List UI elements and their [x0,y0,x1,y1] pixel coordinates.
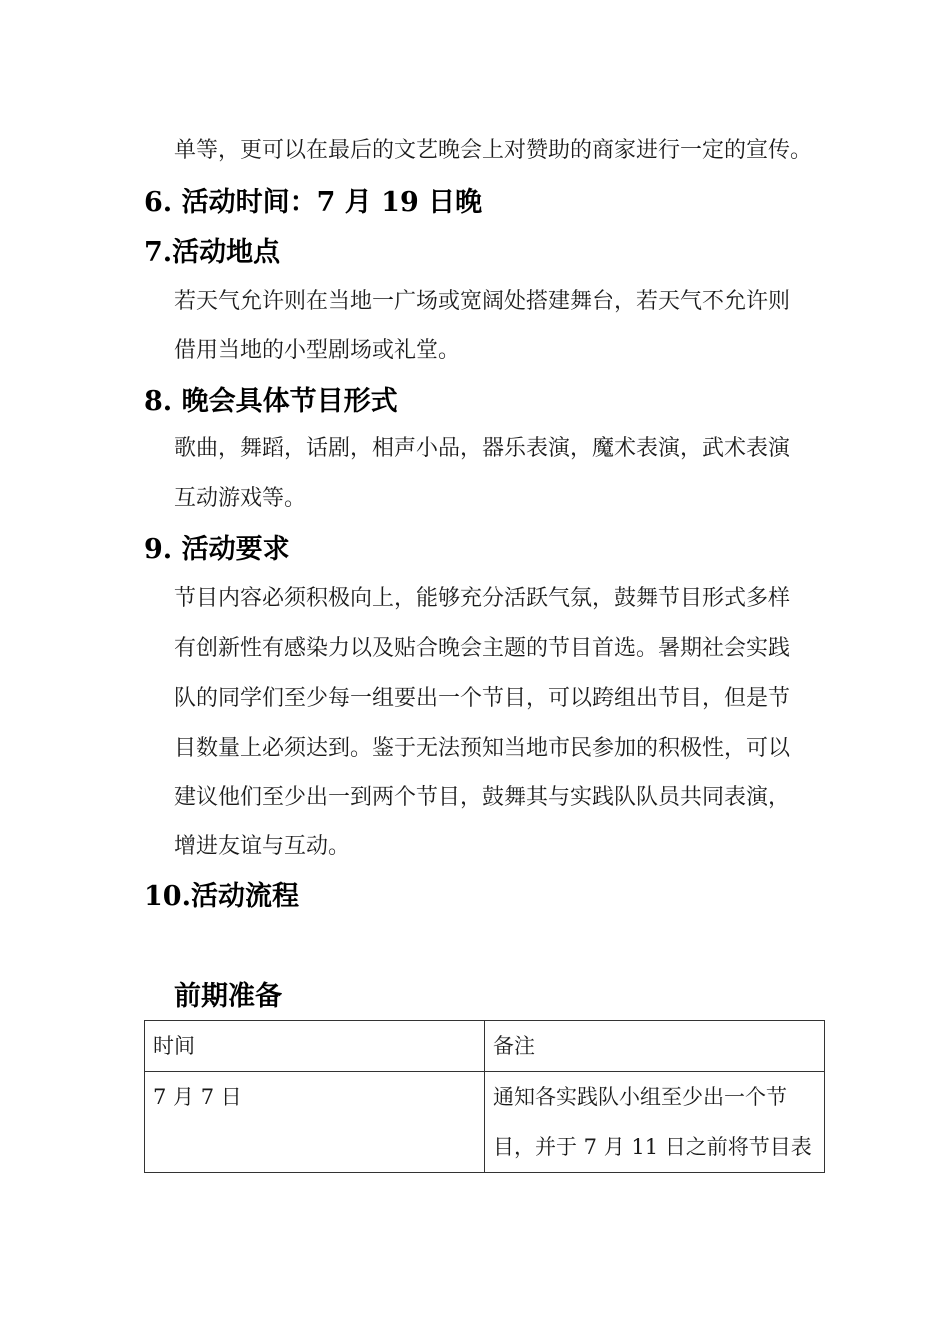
section-7-heading: 7.活动地点 [144,237,281,268]
cell-time: 7 月 7 日 [145,1072,485,1173]
intro-line: 单等，更可以在最后的文艺晚会上对赞助的商家进行一定的宣传。 [174,138,813,163]
header-note: 备注 [485,1021,825,1072]
section-10-heading: 10.活动流程 [144,881,299,912]
section-7-text-line: 借用当地的小型剧场或礼堂。 [174,338,461,363]
header-time: 时间 [145,1021,485,1072]
section-8-heading: 8. 晚会具体节目形式 [144,386,398,417]
section-8-text-line: 互动游戏等。 [174,486,307,511]
section-6-heading: 6. 活动时间：7 月 19 日晚 [144,187,483,218]
section-9-text-line: 目数量上必须达到。鉴于无法预知当地市民参加的积极性，可以 [174,736,791,761]
section-9-text-line: 节目内容必须积极向上，能够充分活跃气氛，鼓舞节目形式多样 [174,586,791,611]
section-9-text-line: 建议他们至少出一到两个节目，鼓舞其与实践队队员共同表演， [174,785,791,810]
section-7-text-line: 若天气允许则在当地一广场或宽阔处搭建舞台，若天气不允许则 [174,289,791,314]
section-9-heading: 9. 活动要求 [144,534,290,565]
section-9-text-line: 有创新性有感染力以及贴合晚会主题的节目首选。暑期社会实践 [174,636,791,661]
cell-note-line: 通知各实践队小组至少出一个节 [493,1085,787,1109]
prep-subheading: 前期准备 [174,981,282,1012]
section-9-text-line: 队的同学们至少每一组要出一个节目，可以跨组出节目，但是节 [174,686,791,711]
cell-note-line: 目，并于 7 月 11 日之前将节目表 [493,1135,812,1159]
section-9-text-line: 增进友谊与互动。 [174,834,351,859]
cell-note [485,1072,825,1173]
section-8-text-line: 歌曲，舞蹈，话剧，相声小品，器乐表演，魔术表演，武术表演 [174,436,791,461]
table-row [145,1072,825,1173]
prep-schedule-table [144,1020,825,1173]
table-header-row [145,1021,825,1072]
